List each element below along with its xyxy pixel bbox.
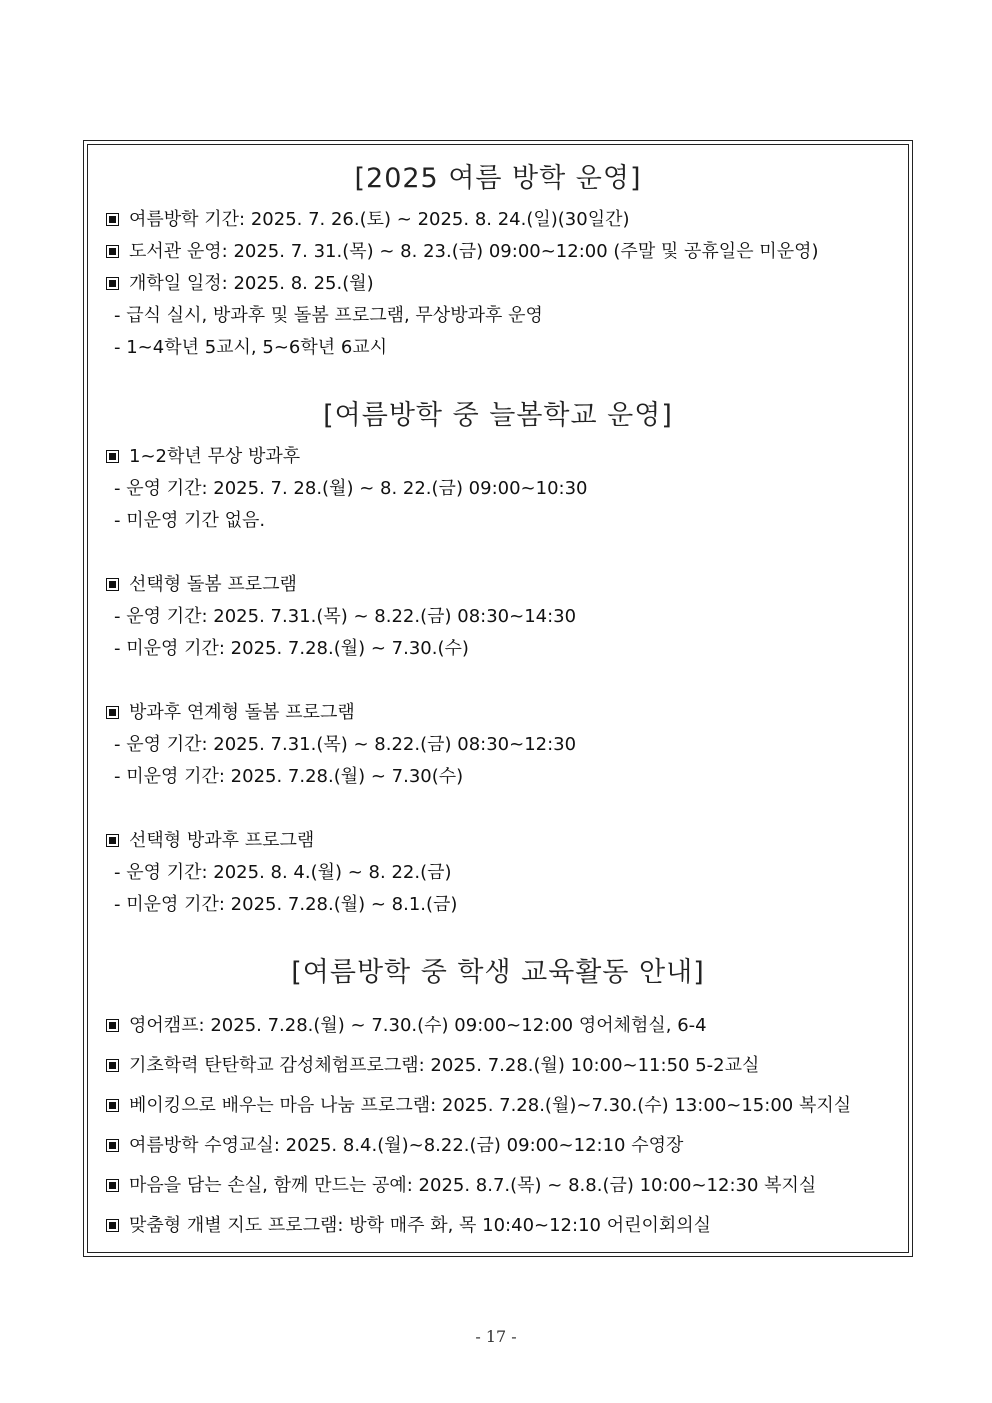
square-bullet-icon [106, 1099, 119, 1112]
notice-frame [83, 140, 913, 1257]
list-item: 영어캠프: 2025. 7.28.(월) ~ 7.30.(수) 09:00~12:00 영어체험실, 6-4 [106, 1014, 904, 1038]
square-bullet-icon [106, 1059, 119, 1072]
list-item: 마음을 담는 손실, 함께 만드는 공예: 2025. 8.7.(목) ~ 8.8.(금) 10:00~12:30 복지실 [106, 1174, 904, 1198]
list-item: 기초학력 탄탄학교 감성체험프로그램: 2025. 7.28.(월) 10:00~11:50 5-2교실 [106, 1054, 904, 1078]
sub-item: - 운영 기간: 2025. 7.31.(목) ~ 8.22.(금) 08:30~12:30 [114, 734, 577, 755]
square-bullet-icon [106, 1019, 119, 1032]
notice-content [84, 141, 912, 1256]
square-bullet-icon [106, 450, 119, 463]
sub-item: - 1~4학년 5교시, 5~6학년 6교시 [114, 337, 388, 358]
section-title-student-activities: [여름방학 중 학생 교육활동 안내] [291, 957, 705, 988]
list-item: 선택형 방과후 프로그램 [106, 829, 904, 853]
list-item: 맞춤형 개별 지도 프로그램: 방학 매주 화, 목 10:40~12:10 어린이회의실 [106, 1214, 904, 1238]
square-bullet-icon [106, 1219, 119, 1232]
section-title-neulbom: [여름방학 중 늘봄학교 운영] [323, 400, 673, 431]
list-item: 1~2학년 무상 방과후 [106, 445, 904, 469]
list-item: 여름방학 수영교실: 2025. 8.4.(월)~8.22.(금) 09:00~12:10 수영장 [106, 1134, 904, 1158]
sub-item: - 운영 기간: 2025. 7.31.(목) ~ 8.22.(금) 08:30~14:30 [114, 606, 577, 627]
square-bullet-icon [106, 578, 119, 591]
sub-item: - 미운영 기간: 2025. 7.28.(월) ~ 7.30.(수) [114, 638, 469, 659]
list-item: 여름방학 기간: 2025. 7. 26.(토) ~ 2025. 8. 24.(일)(30일간) [106, 208, 904, 232]
sub-item: - 미운영 기간 없음. [114, 510, 266, 531]
square-bullet-icon [106, 245, 119, 258]
square-bullet-icon [106, 706, 119, 719]
sub-item: - 운영 기간: 2025. 8. 4.(월) ~ 8. 22.(금) [114, 862, 452, 883]
list-item: 개학일 일정: 2025. 8. 25.(월) [106, 272, 904, 296]
square-bullet-icon [106, 1179, 119, 1192]
page-number: - 17 - [475, 1327, 517, 1346]
square-bullet-icon [106, 834, 119, 847]
list-item: 선택형 돌봄 프로그램 [106, 573, 904, 597]
section-title-summer-vacation: [2025 여름 방학 운영] [354, 163, 642, 194]
sub-item: - 미운영 기간: 2025. 7.28.(월) ~ 7.30(수) [114, 766, 464, 787]
list-item: 도서관 운영: 2025. 7. 31.(목) ~ 8. 23.(금) 09:00~12:00 (주말 및 공휴일은 미운영) [106, 240, 904, 264]
square-bullet-icon [106, 1139, 119, 1152]
square-bullet-icon [106, 277, 119, 290]
square-bullet-icon [106, 213, 119, 226]
sub-item: - 미운영 기간: 2025. 7.28.(월) ~ 8.1.(금) [114, 894, 458, 915]
list-item: 베이킹으로 배우는 마음 나눔 프로그램: 2025. 7.28.(월)~7.30.(수) 13:00~15:00 복지실 [106, 1094, 904, 1118]
sub-item: - 급식 실시, 방과후 및 돌봄 프로그램, 무상방과후 운영 [114, 305, 543, 326]
sub-item: - 운영 기간: 2025. 7. 28.(월) ~ 8. 22.(금) 09:00~10:30 [114, 478, 588, 499]
list-item: 방과후 연계형 돌봄 프로그램 [106, 701, 904, 725]
